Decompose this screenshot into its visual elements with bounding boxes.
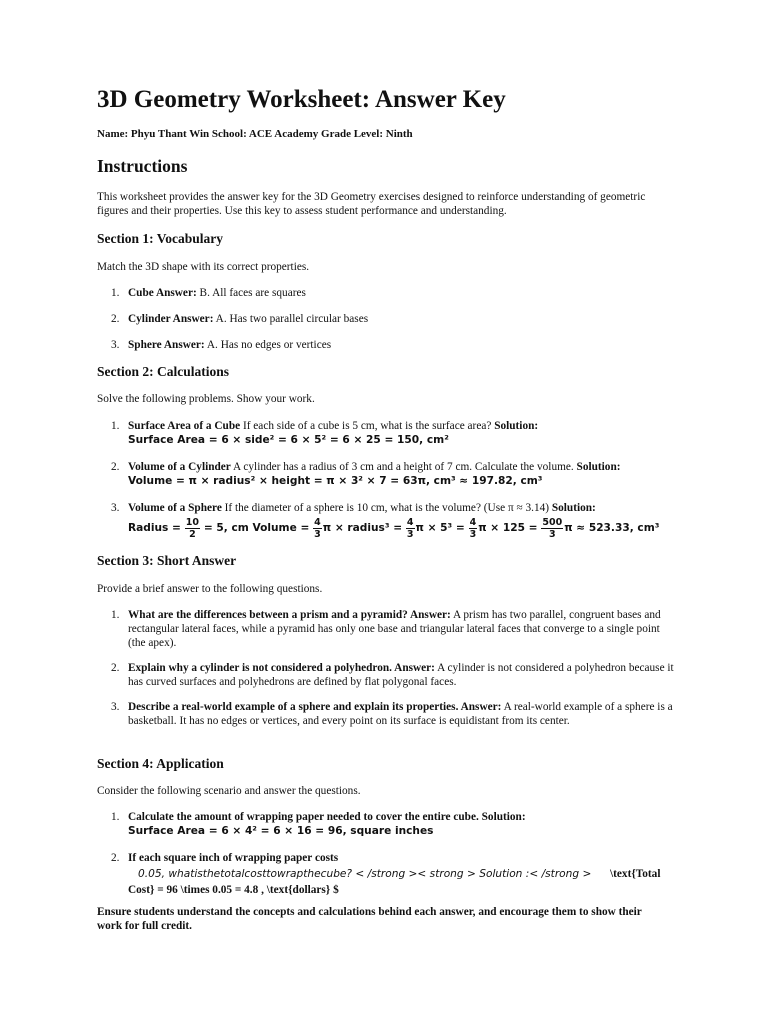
fraction: $\frac{4}{3}$ — [469, 517, 477, 540]
item-text: A cylinder is not considered a polyhedron because it has curved surfaces and polyhedrons are defined by flat polygonal faces. — [128, 662, 674, 688]
section2-intro: Solve the following problems. Show your work. — [97, 393, 315, 405]
page-title: 3D Geometry Worksheet: Answer Key — [97, 86, 506, 113]
fraction: $\frac{4}{3}$ — [314, 517, 321, 540]
solution-label: Solution: — [576, 461, 621, 473]
item-text: A real-world example of a sphere is a basketball. It has no edges or vertices, and every point on its surface is equidistant from its center. — [128, 701, 673, 727]
section2-list-1 — [97, 419, 677, 447]
section3-intro: Provide a brief answer to the following questions. — [97, 583, 323, 595]
solution-label: Solution: — [494, 420, 539, 432]
fraction: $\frac{4}{3}$ — [406, 517, 414, 540]
closing-note: Ensure students understand the concepts and calculations behind each answer, and encourage them to show their work for full credit. — [97, 906, 642, 932]
solution-label: Solution: — [551, 502, 596, 514]
math-expression: Surface Area = 6 × side² = 6 × 5² = 6 × 25 = 150, cm² — [128, 434, 449, 446]
section3-list — [97, 608, 677, 728]
item-text: A cylinder has a radius of 3 cm and a height of 7 cm. Calculate the volume. — [230, 461, 577, 473]
list-item: 2. Cylinder Answer: A. Has two parallel circular bases — [111, 313, 369, 325]
item-label: Volume of a Sphere — [128, 502, 222, 514]
section4-heading: Section 4: Application — [97, 756, 224, 771]
section4-list-1 — [97, 810, 677, 838]
item-label: Surface Area of a Cube — [128, 420, 241, 432]
solution-label: Solution: — [478, 811, 526, 823]
item-label: Calculate the amount of wrapping paper needed to cover the entire cube. — [128, 811, 479, 823]
garbled-line: 0.05, whatisthetotalcosttowrapthecube? < /strong >< strong > Solution :< /strong > \text{Total — [138, 868, 661, 880]
item-label: Cube Answer: — [128, 287, 197, 299]
math-expression: Radius = $\frac{10}{2}$ = 5, cm Volume = $\frac{4}{3}$ π × radius³ = $\frac{4}{3}$ π × 5³ = $\frac{4}{3}$ π × 125 = $\frac{500}{3}$ π ≈ 523.33, cm³ — [128, 517, 660, 540]
section2-list-3 — [97, 501, 677, 540]
item-label: Describe a real-world example of a sphere and explain its properties. Answer: — [128, 701, 502, 713]
item-text: A. Has no edges or vertices — [204, 339, 332, 351]
item-label: What are the differences between a prism and a pyramid? Answer: — [128, 609, 451, 621]
math-expression: Surface Area = 6 × 4² = 6 × 16 = 96, square inches — [128, 825, 434, 837]
item-label: Cylinder Answer: — [128, 313, 214, 325]
list-item: 3. Sphere Answer: A. Has no edges or vertices — [111, 339, 332, 351]
garbled-tail: Cost} = 96 \times 0.05 = 4.8 , \text{dollars} $ — [128, 884, 339, 896]
item-label: Explain why a cylinder is not considered a polyhedron. Answer: — [128, 662, 435, 674]
list-item: 2. If each square inch of wrapping paper costs 0.05, whatisthetotalcosttowrapthecube? < /strong >< strong > Solution :< /strong > \text{Total Cost} = 96 \times 0.05 = 4.8 , \text{dollars} $ — [97, 851, 677, 897]
section4-list-2 — [97, 851, 677, 897]
list-item: 2. Volume of a Cylinder A cylinder has a radius of 3 cm and a height of 7 cm. Calculate the volume. Solution: Volume = π × radius² × height = π × 3² × 7 = 63π, cm³ ≈ 197.82, cm³ — [111, 461, 621, 487]
list-item: 2. Explain why a cylinder is not considered a polyhedron. Answer: A cylinder is not considered a polyhedron because it has curved surfaces and polyhedrons are defined by flat polygonal faces. — [111, 662, 674, 688]
section1-list — [97, 286, 677, 352]
instructions-heading: Instructions — [97, 156, 188, 176]
section2-list-2 — [97, 460, 677, 488]
item-text: If the diameter of a sphere is 10 cm, what is the volume? (Use π ≈ 3.14) — [221, 502, 552, 514]
section1-heading: Section 1: Vocabulary — [97, 231, 224, 246]
list-item: 3. Volume of a Sphere If the diameter of a sphere is 10 cm, what is the volume? (Use π ≈ 3.14) Solution: Radius = $\frac{10}{2}$ = 5, cm Volume = $\frac{4}{3}$ π × radius³ = $\frac{4}{3}$ π × 5³ = $\frac{4}{3}$ π × 125 = $\frac{500}{3}$ π ≈ 523.33, cm³ — [111, 502, 660, 540]
list-item: 1. What are the differences between a prism and a pyramid? Answer: A prism has two parallel, congruent bases and rectangular lateral faces, while a pyramid has only one base and triangular lateral faces that converge to a single point (the apex). — [111, 609, 661, 649]
fraction: $\frac{10}{2}$ — [185, 517, 199, 540]
list-item: 1. Surface Area of a Cube If each side of a cube is 5 cm, what is the surface area? Solution: Surface Area = 6 × side² = 6 × 5² = 6 × 25 = 150, cm² — [111, 420, 539, 446]
list-item: 1. Calculate the amount of wrapping paper needed to cover the entire cube. Solution: Surface Area = 6 × 4² = 6 × 16 = 96, square inches — [111, 811, 526, 837]
section3-heading: Section 3: Short Answer — [97, 553, 237, 568]
item-text: B. All faces are squares — [196, 287, 306, 299]
item-label: Sphere Answer: — [128, 339, 205, 351]
list-item: 1. Cube Answer: B. All faces are squares — [111, 287, 306, 299]
item-label: Volume of a Cylinder — [128, 461, 231, 473]
section1-intro: Match the 3D shape with its correct properties. — [97, 261, 310, 273]
list-item: 3. Describe a real-world example of a sphere and explain its properties. Answer: A real-world example of a sphere is a basketball. It has no edges or vertices, and every point on its surface is equidistant from its center. — [111, 701, 673, 727]
section2-heading: Section 2: Calculations — [97, 364, 230, 379]
student-info: Name: Phyu Thant Win School: ACE Academy Grade Level: Ninth — [97, 128, 413, 140]
fraction: $\frac{500}{3}$ — [542, 517, 563, 540]
item-text: A prism has two parallel, congruent bases and rectangular lateral faces, while a pyramid has only one base and triangular lateral faces that converge to a single point (the apex). — [128, 609, 661, 649]
instructions-text: This worksheet provides the answer key for the 3D Geometry exercises designed to reinforce understanding of geometric figures and their properties. Use this key to assess student performance and understanding. — [97, 191, 646, 217]
section4-intro: Consider the following scenario and answer the questions. — [97, 785, 361, 797]
item-label: If each square inch of wrapping paper costs — [128, 852, 339, 864]
math-expression: Volume = π × radius² × height = π × 3² × 7 = 63π, cm³ ≈ 197.82, cm³ — [128, 475, 543, 487]
item-text: If each side of a cube is 5 cm, what is the surface area? — [240, 420, 495, 432]
item-text: A. Has two parallel circular bases — [213, 313, 369, 325]
